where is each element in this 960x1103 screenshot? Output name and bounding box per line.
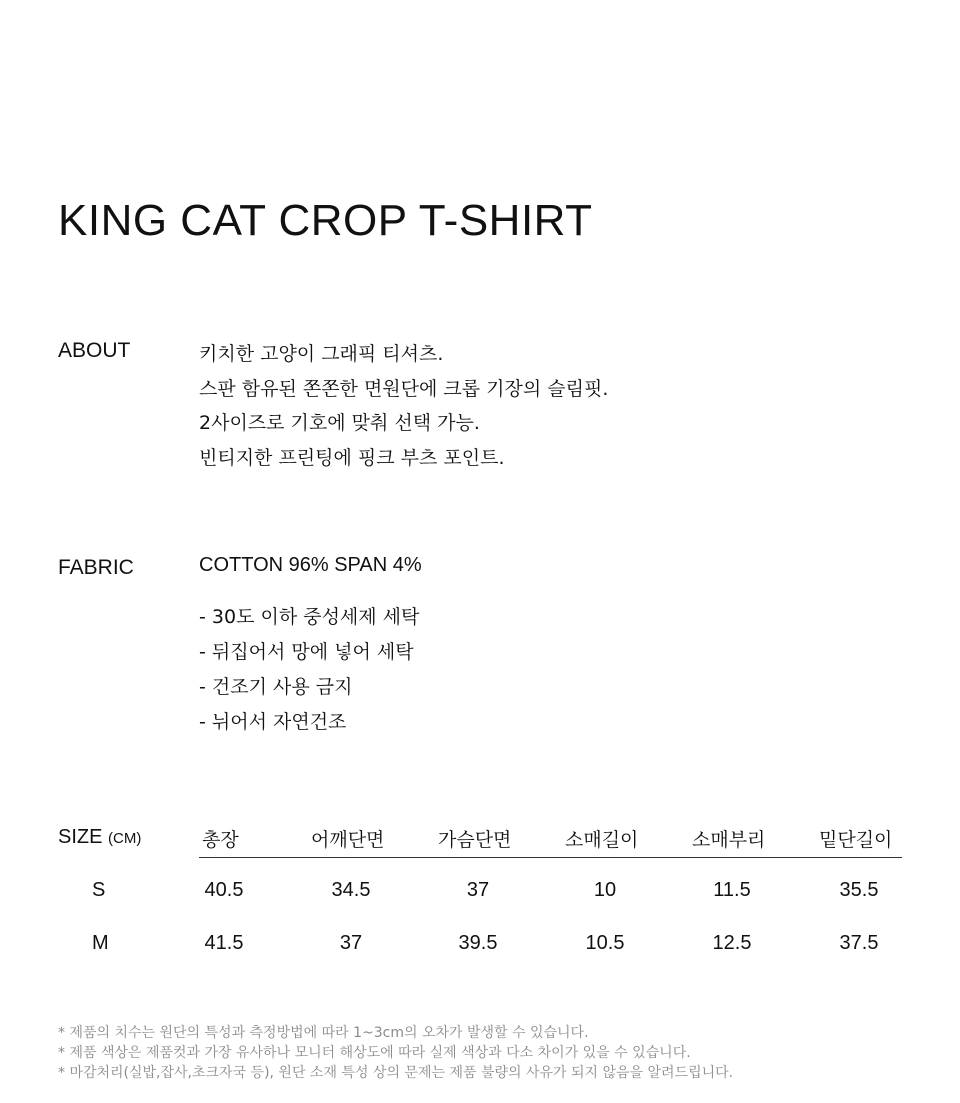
note-line: * 제품의 치수는 원단의 특성과 측정방법에 따라 1~3cm의 오차가 발생할 수 있습니다. [58,1025,589,1041]
table-cell: 10 [593,879,617,901]
table-cell: 37 [466,879,490,901]
note-line: * 마감처리(실밥,잡사,초크자국 등), 원단 소재 특성 상의 문제는 제품 불량의 사유가 되지 않음을 알려드립니다. [58,1065,734,1081]
product-title: KING CAT CROP T-SHIRT [58,196,593,245]
table-cell: 37.5 [839,932,879,954]
table-cell: 11.5 [713,879,751,901]
size-row-label: S [92,879,106,901]
care-item: - 뒤집어서 망에 넣어 세탁 [199,641,414,663]
column-header-sleeve-length: 소매길이 [565,829,639,851]
table-cell: 40.5 [204,879,244,901]
column-header-shoulder-width: 어깨단면 [311,829,385,851]
table-cell: 41.5 [204,932,244,954]
about-line: 2사이즈로 기호에 맞춰 선택 가능. [199,412,480,434]
care-item: - 건조기 사용 금지 [199,676,353,698]
size-table-label [58,826,141,849]
care-item: - 30도 이하 중성세제 세탁 [199,606,420,628]
note-line: * 제품 색상은 제품컷과 가장 유사하나 모니터 해상도에 따라 실제 색상과 다소 차이가 있을 수 있습니다. [58,1045,691,1061]
table-cell: 39.5 [458,932,498,954]
table-cell: 35.5 [839,879,879,901]
about-line: 키치한 고양이 그래픽 티셔츠. [199,343,444,365]
column-header-total-length: 총장 [202,829,239,851]
disclaimer-notes [58,1023,733,1083]
size-row-label: M [92,932,109,954]
about-line: 빈티지한 프린팅에 핑크 부츠 포인트. [199,446,505,469]
about-line: 스판 함유된 쫀쫀한 면원단에 크롭 기장의 슬림핏. [199,377,609,400]
about-label: ABOUT [58,339,131,362]
table-cell: 10.5 [585,932,625,954]
table-divider [199,857,902,858]
about-description [199,337,608,475]
fabric-label: FABRIC [58,556,134,579]
table-cell: 12.5 [712,932,752,954]
care-instructions [199,600,419,740]
fabric-composition: COTTON 96% SPAN 4% [199,554,422,576]
care-item: - 뉘어서 자연건조 [199,711,347,733]
table-cell: 34.5 [331,879,371,901]
size-unit: (CM) [108,830,142,847]
column-header-hem-width: 밑단길이 [819,829,893,851]
column-header-sleeve-opening: 소매부리 [692,829,766,851]
size-label-text: SIZE [58,826,103,848]
table-cell: 37 [339,932,363,954]
column-header-chest-width: 가슴단면 [438,829,512,851]
